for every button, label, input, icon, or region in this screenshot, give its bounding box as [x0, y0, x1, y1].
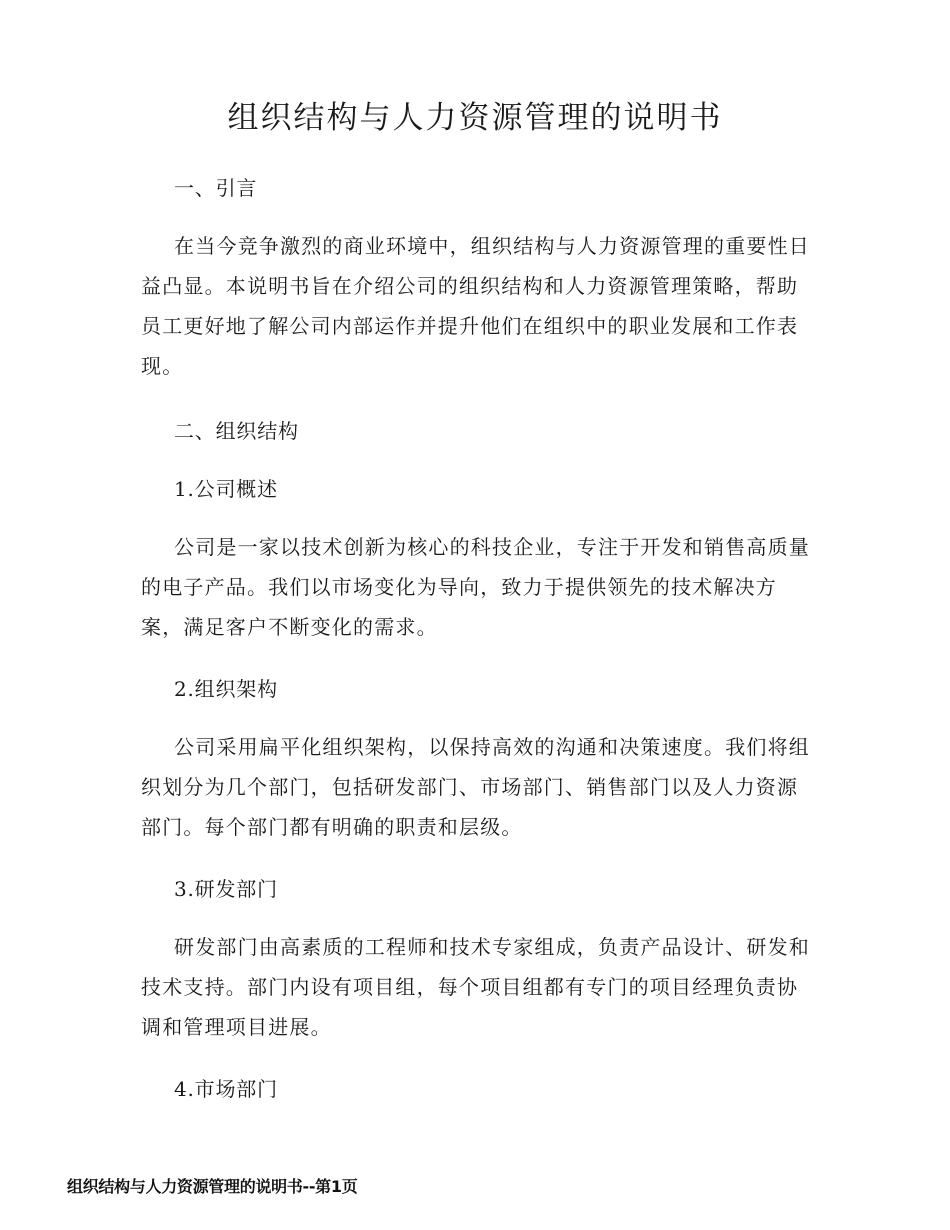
paragraph-introduction: 在当今竞争激烈的商业环境中，组织结构与人力资源管理的重要性日益凸显。本说明书旨在介绍公司的组织结构和人力资源管理策略，帮助员工更好地了解公司内部运作并提升他们在组织中的职业发展和工作表现。: [141, 234, 810, 378]
subheading-rd-department: 3.研发部门: [174, 877, 278, 901]
paragraph-company-overview: 公司是一家以技术创新为核心的科技企业，专注于开发和销售高质量的电子产品。我们以市场变化为导向，致力于提供领先的技术解决方案，满足客户不断变化的需求。: [141, 535, 810, 639]
subheading-marketing-department: 4.市场部门: [174, 1077, 278, 1101]
subheading-company-overview: 1.公司概述: [174, 477, 278, 501]
page-footer: 组织结构与人力资源管理的说明书--第1页: [67, 1177, 358, 1196]
document-title: 组织结构与人力资源管理的说明书: [227, 100, 723, 136]
paragraph-organization-framework: 公司采用扁平化组织架构，以保持高效的沟通和决策速度。我们将组织划分为几个部门，包括研发部门、市场部门、销售部门以及人力资源部门。每个部门都有明确的职责和层级。: [141, 735, 810, 839]
subheading-organization-framework: 2.组织架构: [174, 677, 278, 701]
paragraph-rd-department: 研发部门由高素质的工程师和技术专家组成，负责产品设计、研发和技术支持。部门内设有项目组，每个项目组都有专门的项目经理负责协调和管理项目进展。: [141, 935, 810, 1039]
section-heading-organization-structure: 二、组织结构: [174, 419, 299, 443]
section-heading-introduction: 一、引言: [174, 176, 258, 200]
